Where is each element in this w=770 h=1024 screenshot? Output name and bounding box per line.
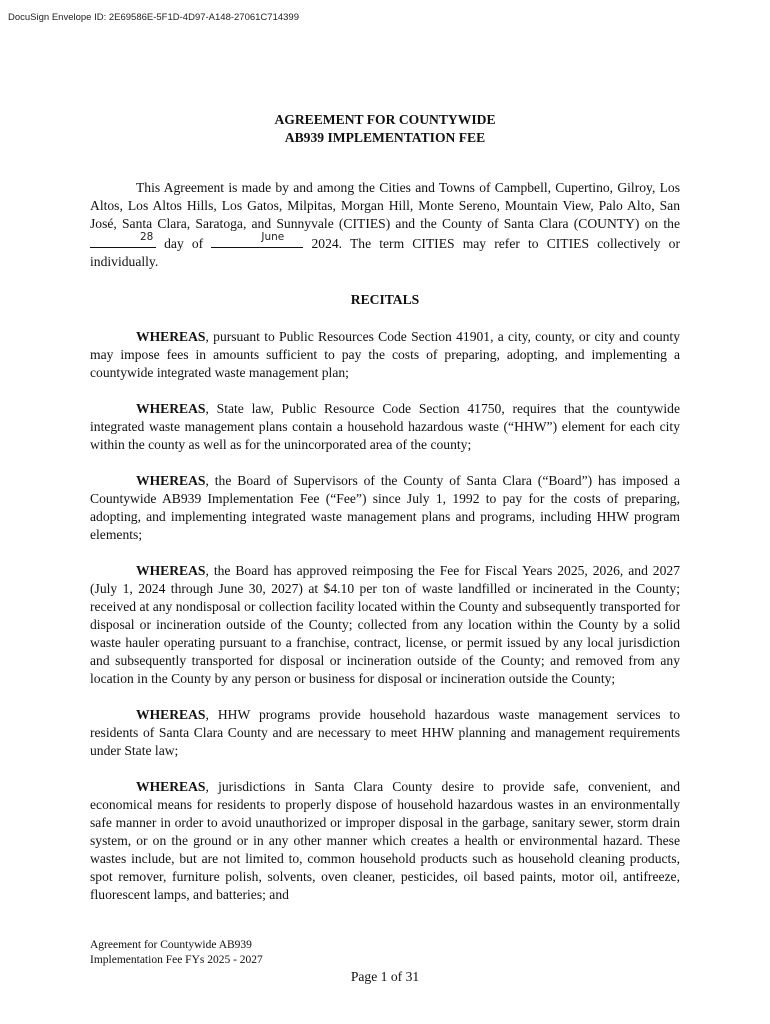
- document-body: [90, 111, 680, 904]
- whereas-text: , State law, Public Resource Code Section 41750, requires that the countywide integrated waste management plans contain a household hazardous waste (“HHW”) element for each city within the county as well as for the unincorporated area of the county;: [90, 401, 680, 452]
- page-footer: [90, 938, 263, 968]
- whereas-clause-5: [90, 706, 680, 760]
- footer-line-1: Agreement for Countywide AB939: [90, 939, 252, 951]
- document-title-line-1: AGREEMENT FOR COUNTYWIDE: [274, 112, 496, 127]
- whereas-clause-3: [90, 472, 680, 544]
- whereas-text: , the Board has approved reimposing the Fee for Fiscal Years 2025, 2026, and 2027 (July 1, 2024 through June 30, 2027) at $4.10 per ton of waste landfilled or incinerated in the County; received at any nondisposal or collection facility located within the County and subsequently transported for disposal or incineration outside of the County; collected from any location within the County by a solid waste hauler operating pursuant to a franchise, contract, license, or permit issued by any local jurisdiction and subsequently transported for disposal or incineration outside of the County; and removed from any location in the County by any person or business for disposal or incineration outside the County;: [90, 563, 680, 686]
- footer-line-2: Implementation Fee FYs 2025 - 2027: [90, 954, 263, 966]
- month-value: June: [261, 231, 285, 243]
- whereas-label: WHEREAS: [136, 473, 206, 488]
- whereas-clause-6: [90, 778, 680, 904]
- whereas-label: WHEREAS: [136, 401, 206, 416]
- intro-text-between: day of: [156, 236, 212, 251]
- whereas-text: , pursuant to Public Resources Code Section 41901, a city, county, or city and county may impose fees in amounts sufficient to pay the costs of preparing, adopting, and implementing a countywide integrated waste management plan;: [90, 329, 680, 380]
- document-title: [90, 111, 680, 147]
- whereas-label: WHEREAS: [136, 707, 206, 722]
- day-value: 28: [140, 231, 154, 243]
- whereas-label: WHEREAS: [136, 779, 206, 794]
- whereas-text: , HHW programs provide household hazardous waste management services to residents of Santa Clara County and are necessary to meet HHW planning and management requirements under State law;: [90, 707, 680, 758]
- whereas-clause-1: [90, 328, 680, 382]
- whereas-label: WHEREAS: [136, 329, 206, 344]
- whereas-clause-4: [90, 562, 680, 688]
- whereas-text: , the Board of Supervisors of the County of Santa Clara (“Board”) has imposed a Countywide AB939 Implementation Fee (“Fee”) since July 1, 1992 to pay for the costs of preparing, adopting, and implementing integrated waste management plans and programs, including HHW program elements;: [90, 473, 680, 542]
- recitals-heading: RECITALS: [350, 292, 420, 307]
- document-title-line-2: AB939 IMPLEMENTATION FEE: [284, 130, 486, 145]
- whereas-clause-2: [90, 400, 680, 454]
- day-fill-field: [90, 233, 156, 248]
- docusign-envelope-id: DocuSign Envelope ID: 2E69586E-5F1D-4D97-A148-27061C714399: [8, 12, 299, 23]
- intro-text-after-month: 2024. The term CITIES may refer to CITIES collectively or individually.: [90, 236, 680, 269]
- intro-text-before-day: This Agreement is made by and among the Cities and Towns of Campbell, Cupertino, Gilroy, Los Altos, Los Altos Hills, Los Gatos, Milpitas, Morgan Hill, Monte Sereno, Mountain View, Palo Alto, San José, Santa Clara, Saratoga, and Sunnyvale (CITIES) and the County of Santa Clara (COUNTY) on the: [90, 180, 680, 231]
- whereas-label: WHEREAS: [136, 563, 206, 578]
- intro-paragraph: [90, 179, 680, 271]
- whereas-text: , jurisdictions in Santa Clara County desire to provide safe, convenient, and economical means for residents to properly dispose of household hazardous wastes in an environmentally safe manner in order to avoid unauthorized or improper disposal in the garbage, sanitary sewer, storm drain system, or on the ground or in any other manner which creates a health or environmental hazard. These wastes include, but are not limited to, common household products such as household cleaning products, spot remover, furniture polish, solvents, oven cleaner, pesticides, oil based paints, motor oil, antifreeze, fluorescent lamps, and batteries; and: [90, 779, 680, 902]
- page-number: Page 1 of 31: [350, 969, 420, 984]
- month-fill-field: [211, 233, 303, 248]
